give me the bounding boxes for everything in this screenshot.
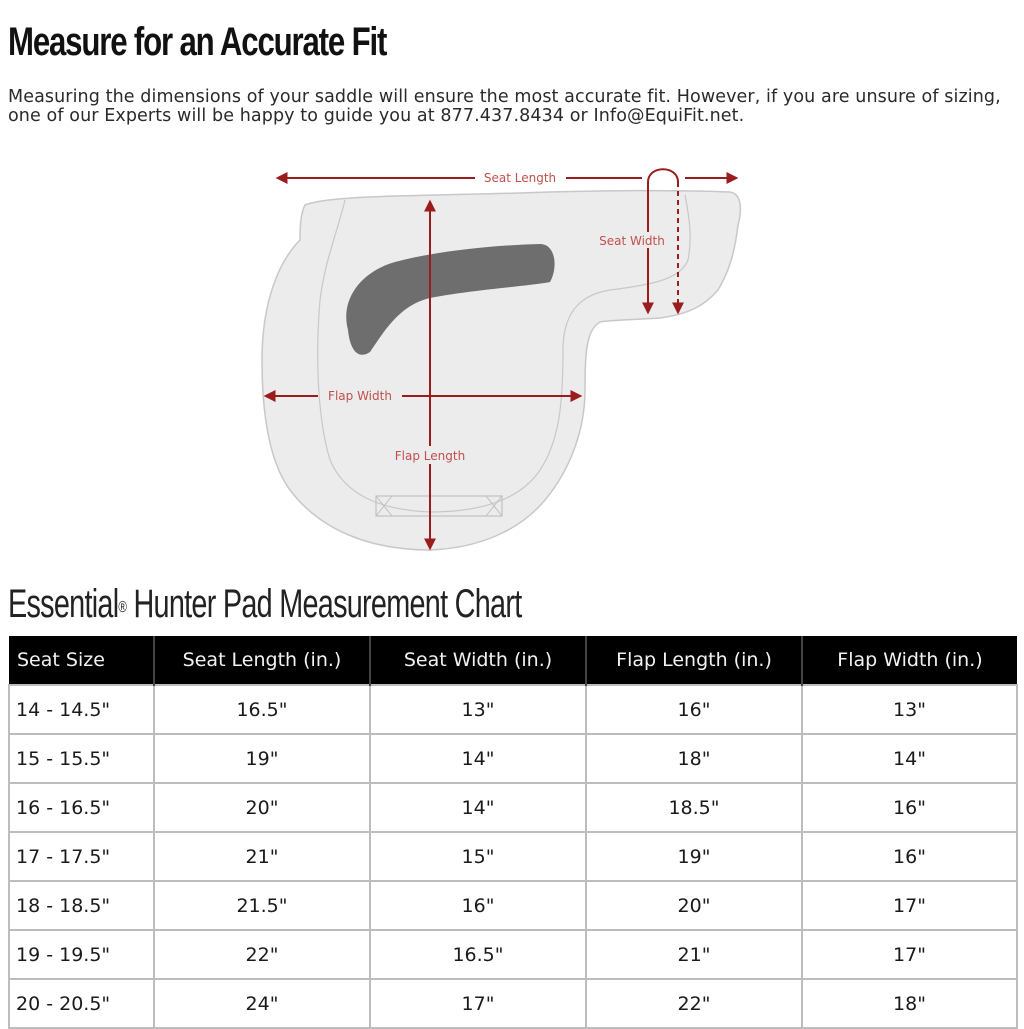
column-header: Seat Size (9, 636, 154, 685)
flap-width-label: Flap Width (328, 389, 392, 403)
table-row (9, 734, 1017, 783)
saddle-pad-diagram (255, 160, 755, 560)
table-cell: 18" (802, 979, 1017, 1028)
intro-text: Measuring the dimensions of your saddle will ensure the most accurate fit. However, if you are unsure of sizing, one of our Experts will be happy to guide you at 877.437.8434 or Info@EquiFit.net. (8, 87, 1001, 126)
table-cell: 20" (154, 783, 370, 832)
table-cell: 14 - 14.5" (9, 685, 154, 734)
seat-length-label: Seat Length (483, 171, 557, 185)
seat-width-label: Seat Width (599, 234, 665, 248)
registered-mark: ® (118, 599, 127, 616)
column-header: Flap Length (in.) (586, 636, 802, 685)
table-header-row (9, 636, 1017, 685)
column-header: Seat Length (in.) (154, 636, 370, 685)
table-cell: 16 - 16.5" (9, 783, 154, 832)
table-row (9, 881, 1017, 930)
table-row (9, 832, 1017, 881)
table-row (9, 930, 1017, 979)
table-cell: 14" (370, 734, 586, 783)
table-cell: 14" (370, 783, 586, 832)
column-header: Seat Width (in.) (370, 636, 586, 685)
table-cell: 18" (586, 734, 802, 783)
chart-title: Essential® Hunter Pad Measurement Chart (8, 582, 522, 626)
table-cell: 19 - 19.5" (9, 930, 154, 979)
flap-length-label: Flap Length (394, 449, 466, 463)
table-cell: 21" (154, 832, 370, 881)
table-cell: 17" (370, 979, 586, 1028)
table-cell: 16" (802, 832, 1017, 881)
table-cell: 13" (802, 685, 1017, 734)
table-cell: 18.5" (586, 783, 802, 832)
table-cell: 16" (370, 881, 586, 930)
table-cell: 16" (586, 685, 802, 734)
table-cell: 20" (586, 881, 802, 930)
table-cell: 15" (370, 832, 586, 881)
table-cell: 21" (586, 930, 802, 979)
page-title: Measure for an Accurate Fit (8, 20, 387, 64)
table-row (9, 979, 1017, 1028)
table-row (9, 685, 1017, 734)
table-cell: 20 - 20.5" (9, 979, 154, 1028)
table-cell: 15 - 15.5" (9, 734, 154, 783)
table-cell: 13" (370, 685, 586, 734)
table-cell: 22" (154, 930, 370, 979)
table-cell: 16.5" (154, 685, 370, 734)
table-cell: 14" (802, 734, 1017, 783)
table-cell: 17" (802, 930, 1017, 979)
table-cell: 19" (586, 832, 802, 881)
table-cell: 21.5" (154, 881, 370, 930)
table-cell: 18 - 18.5" (9, 881, 154, 930)
column-header: Flap Width (in.) (802, 636, 1017, 685)
table-cell: 17" (802, 881, 1017, 930)
table-cell: 16" (802, 783, 1017, 832)
table-cell: 19" (154, 734, 370, 783)
table-cell: 17 - 17.5" (9, 832, 154, 881)
table-cell: 22" (586, 979, 802, 1028)
table-cell: 16.5" (370, 930, 586, 979)
table-cell: 24" (154, 979, 370, 1028)
table-row (9, 783, 1017, 832)
measurement-table (8, 636, 1018, 1029)
